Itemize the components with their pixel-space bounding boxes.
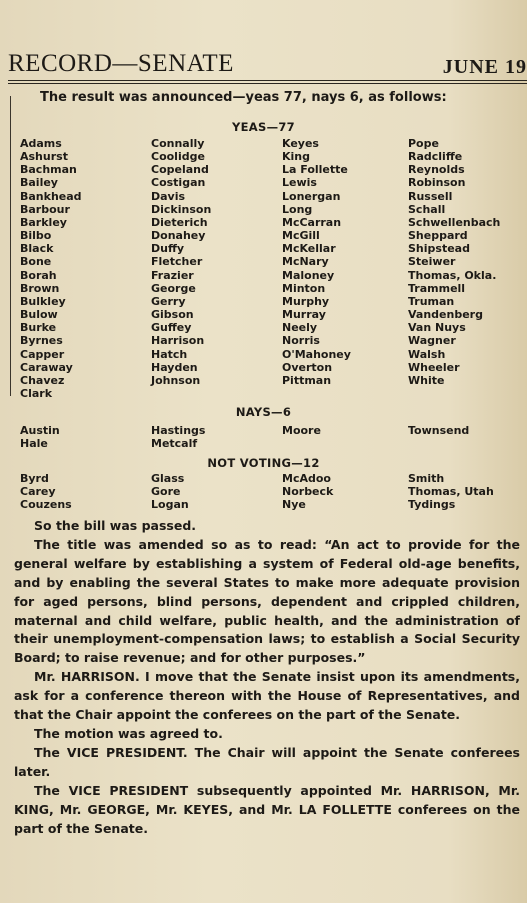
- senator-name: Dickinson: [151, 202, 212, 216]
- senator-name: Capper: [20, 347, 65, 361]
- senator-name: Norbeck: [282, 485, 334, 499]
- header-date: JUNE 19: [442, 56, 527, 78]
- senator-name: Dieterich: [151, 215, 208, 229]
- senator-name: Frazier: [151, 268, 194, 282]
- name-column: [151, 472, 282, 511]
- senator-name: Minton: [282, 281, 326, 295]
- senator-name: Harrison: [151, 334, 205, 348]
- senator-name: Brown: [20, 281, 60, 295]
- senator-name: McGill: [282, 229, 320, 243]
- senator-name: Bilbo: [20, 229, 52, 243]
- senator-name: Bankhead: [20, 189, 82, 203]
- senator-name: Trammell: [408, 281, 466, 295]
- senator-name: Walsh: [408, 347, 446, 361]
- senator-name: Nye: [282, 498, 306, 512]
- senator-name: Donahey: [151, 229, 206, 243]
- page-header: [8, 50, 527, 80]
- senator-name: Murray: [282, 308, 326, 322]
- senator-name: Glass: [151, 472, 185, 485]
- senator-name: Truman: [408, 294, 455, 308]
- senator-name: Gore: [151, 485, 181, 499]
- senator-name: Bachman: [20, 163, 77, 177]
- senator-name: Wheeler: [408, 360, 460, 374]
- paragraph: The title was amended so as to read: “An act to provide for the general welfare by establishing a system of Federal old-age benefits, and by enabling the several States to make more adequate provision for aged persons, blind persons, dependent and crippled children, maternal and child welfare, public health, and the administration of their unemployment-compensation laws; to establish a Social Security Board; to raise revenue; and for other purposes.”: [14, 536, 520, 666]
- senator-name: O'Mahoney: [282, 347, 351, 361]
- senator-name: Shipstead: [408, 242, 470, 256]
- not-voting-list: [20, 472, 520, 511]
- senator-name: Moore: [282, 424, 321, 437]
- senator-name: Connally: [151, 137, 205, 150]
- senator-name: Chavez: [20, 373, 65, 387]
- senator-name: McNary: [282, 255, 329, 269]
- senator-name: Bone: [20, 255, 52, 269]
- senator-name: Barbour: [20, 202, 70, 216]
- senator-name: Reynolds: [408, 163, 465, 177]
- senator-name: Gibson: [151, 308, 194, 322]
- name-column: [20, 472, 151, 511]
- senator-name: Ashurst: [20, 150, 68, 164]
- senator-name: Keyes: [282, 137, 319, 150]
- senator-name: Hayden: [151, 360, 198, 374]
- senator-name: La Follette: [282, 163, 348, 177]
- senator-name: Thomas, Utah: [408, 485, 494, 499]
- senator-name: Norris: [282, 334, 320, 348]
- senator-name: Overton: [282, 360, 333, 374]
- senator-name: Copeland: [151, 163, 209, 177]
- senator-name: Thomas, Okla.: [408, 268, 497, 282]
- senator-name: Van Nuys: [408, 321, 466, 335]
- margin-bar: [10, 96, 11, 396]
- senator-name: Hatch: [151, 347, 188, 361]
- nays-heading: NAYS—6: [235, 405, 292, 419]
- yeas-heading: YEAS—77: [232, 120, 295, 134]
- senator-name: Gerry: [151, 294, 186, 308]
- senator-name: Barkley: [20, 215, 67, 229]
- paragraph: Mr. HARRISON. I move that the Senate insist upon its amendments, ask for a conference thereon with the House of Representatives, and that the Chair appoint the conferees on the part of the Senate.: [14, 669, 520, 723]
- senator-name: Byrnes: [20, 334, 63, 348]
- header-rule: [8, 80, 527, 81]
- senator-name: McAdoo: [282, 472, 331, 485]
- senator-name: Sheppard: [408, 229, 468, 243]
- senator-name: Burke: [20, 321, 57, 335]
- senator-name: Hale: [20, 437, 48, 451]
- senator-name: Long: [282, 202, 313, 216]
- senator-name: White: [408, 373, 445, 387]
- senator-name: Maloney: [282, 268, 335, 282]
- senator-name: Borah: [20, 268, 57, 282]
- senator-name: Johnson: [151, 373, 201, 387]
- senator-name: Wagner: [408, 334, 456, 348]
- name-column: [151, 137, 282, 400]
- name-column: [408, 424, 520, 450]
- senator-name: Clark: [20, 386, 53, 400]
- senator-name: Neely: [282, 321, 318, 335]
- name-column: [20, 137, 151, 400]
- senator-name: Bailey: [20, 176, 58, 190]
- senator-name: Radcliffe: [408, 150, 463, 164]
- senator-name: Murphy: [282, 294, 330, 308]
- name-column: [408, 472, 520, 511]
- senator-name: Coolidge: [151, 150, 205, 164]
- senator-name: Tydings: [408, 498, 456, 512]
- header-title: RECORD—SENATE: [8, 50, 234, 77]
- not-voting-heading: NOT VOTING—12: [207, 456, 320, 470]
- senator-name: Hastings: [151, 424, 206, 437]
- nays-list: [20, 424, 520, 450]
- senator-name: Lonergan: [282, 189, 341, 203]
- senator-name: George: [151, 281, 196, 295]
- senator-name: Schall: [408, 202, 446, 216]
- senator-name: Carey: [20, 485, 56, 499]
- senator-name: Pope: [408, 137, 439, 150]
- senator-name: McCarran: [282, 215, 342, 229]
- senator-name: Guffey: [151, 321, 192, 335]
- senator-name: Caraway: [20, 360, 73, 374]
- paragraph: The VICE PRESIDENT. The Chair will appoint the Senate conferees later.: [14, 744, 520, 779]
- senator-name: Smith: [408, 472, 445, 485]
- senator-name: Metcalf: [151, 437, 198, 451]
- senator-name: Lewis: [282, 176, 317, 190]
- senator-name: Austin: [20, 424, 60, 437]
- header-rule-thin: [8, 83, 527, 84]
- paragraph: The VICE PRESIDENT subsequently appointed Mr. HARRISON, Mr. KING, Mr. GEORGE, Mr. KEYES, and Mr. LA FOLLETTE conferees on the part of the Senate.: [14, 782, 520, 836]
- senator-name: Bulow: [20, 308, 58, 322]
- senator-name: Vandenberg: [408, 308, 483, 322]
- name-column: [408, 137, 520, 400]
- senator-name: Black: [20, 242, 54, 256]
- senator-name: Adams: [20, 137, 62, 150]
- paragraph: So the bill was passed.: [34, 518, 197, 533]
- senator-name: Pittman: [282, 373, 332, 387]
- name-column: [282, 137, 408, 400]
- senator-name: King: [282, 150, 310, 164]
- senator-name: Steiwer: [408, 255, 456, 269]
- senator-name: Robinson: [408, 176, 466, 190]
- senator-name: Fletcher: [151, 255, 203, 269]
- senator-name: Russell: [408, 189, 453, 203]
- name-column: [282, 424, 408, 450]
- senator-name: McKellar: [282, 242, 336, 256]
- senator-name: Couzens: [20, 498, 72, 512]
- senator-name: Townsend: [408, 424, 470, 437]
- proceedings-text: [14, 517, 520, 838]
- yeas-list: [20, 137, 520, 400]
- paragraph: The motion was agreed to.: [34, 725, 223, 741]
- name-column: [282, 472, 408, 511]
- senator-name: Byrd: [20, 472, 49, 485]
- senator-name: Davis: [151, 189, 186, 203]
- vote-announcement: The result was announced—yeas 77, nays 6, as follows:: [40, 90, 447, 105]
- senator-name: Logan: [151, 498, 189, 512]
- name-column: [151, 424, 282, 450]
- senator-name: Costigan: [151, 176, 206, 190]
- name-column: [20, 424, 151, 450]
- senator-name: Duffy: [151, 242, 185, 256]
- senator-name: Schwellenbach: [408, 215, 501, 229]
- senator-name: Bulkley: [20, 294, 66, 308]
